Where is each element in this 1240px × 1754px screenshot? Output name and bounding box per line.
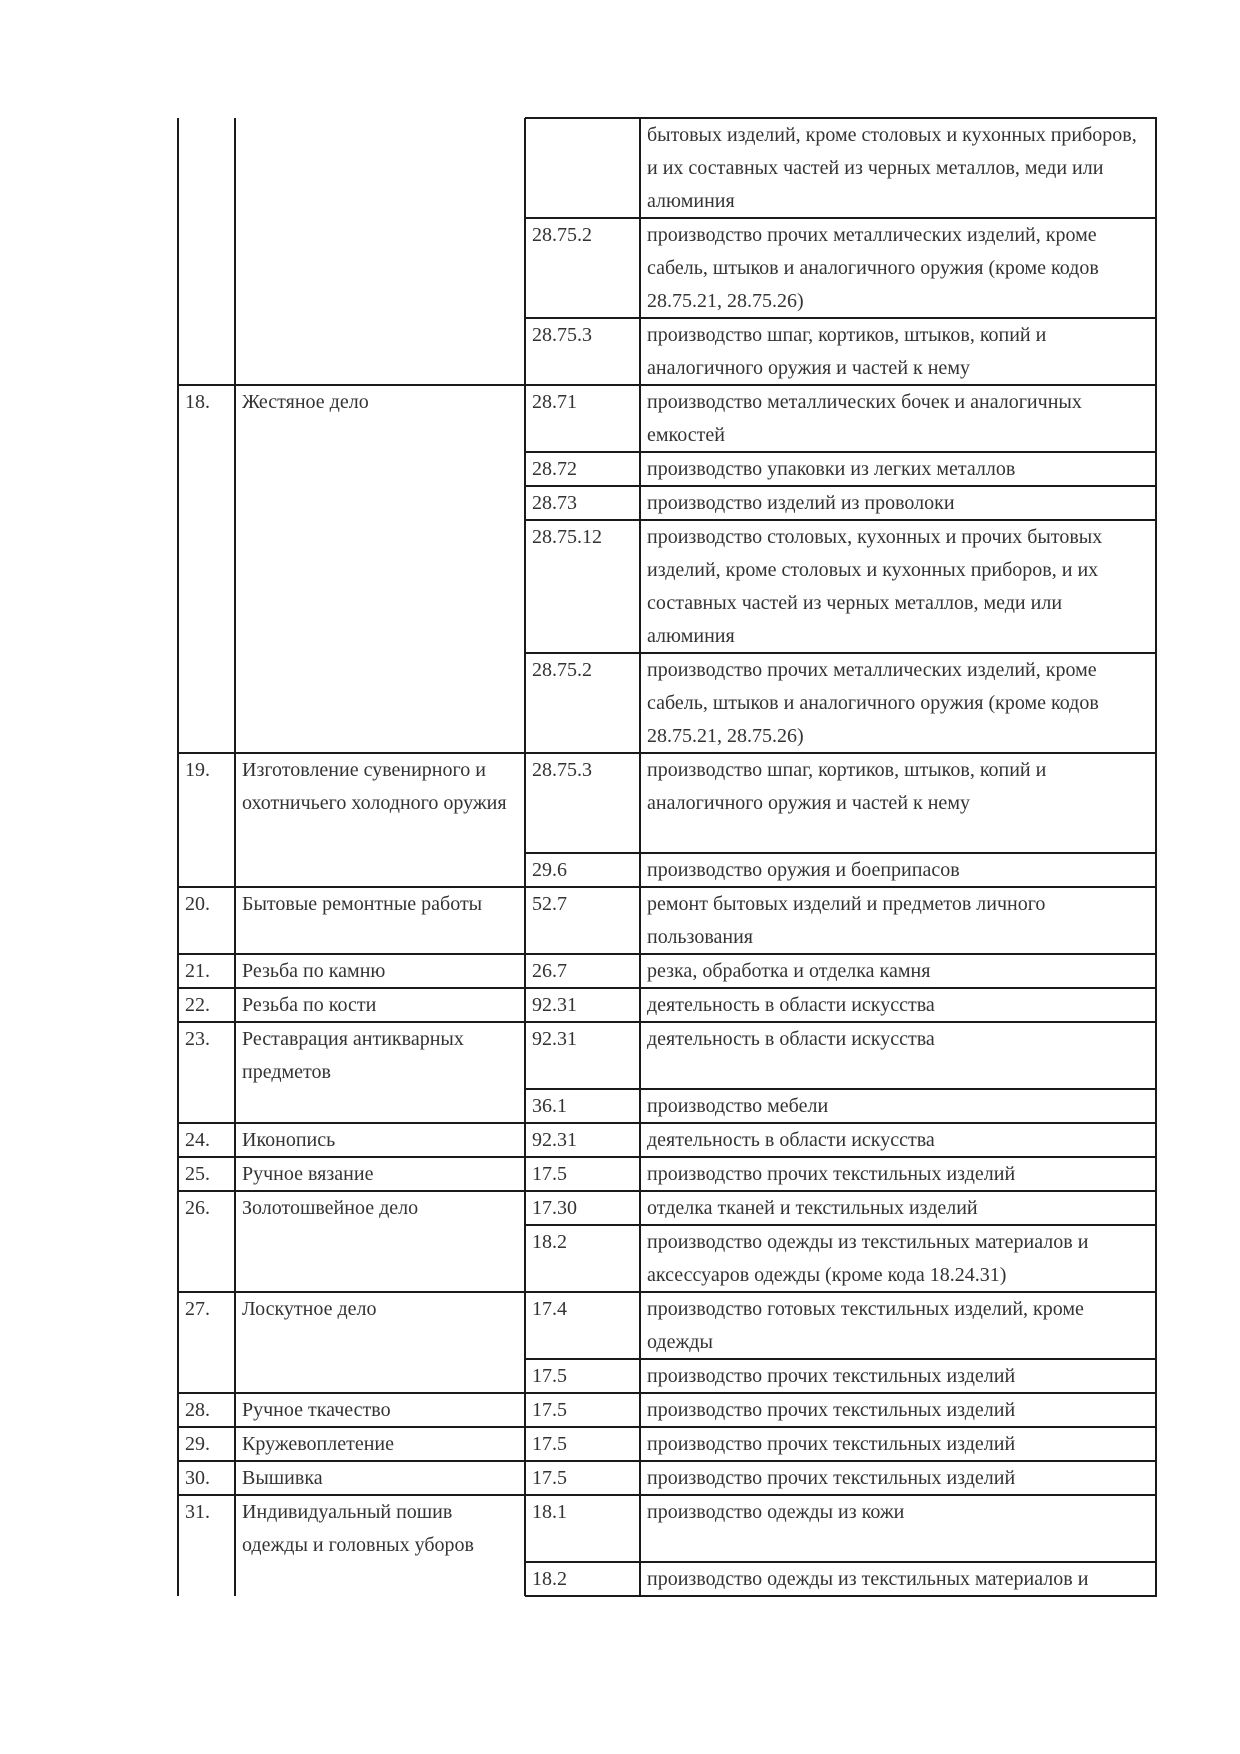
row-number: 30. (185, 1467, 210, 1489)
activity-description: производство изделий из проволоки (647, 492, 955, 514)
craft-name: Резьба по кости (242, 994, 377, 1016)
row-number (178, 118, 235, 119)
activity-description: производство столовых, кухонных и прочих бытовых изделий, кроме столовых и кухонных приборов, и их составных частей из черных металлов, меди или алюминия (647, 526, 1103, 647)
activity-code: 17.5 (532, 1399, 567, 1421)
row-number: 31. (185, 1501, 210, 1523)
activity-code (525, 118, 640, 119)
activity-code: 17.5 (532, 1467, 567, 1489)
activity-code: 17.5 (532, 1433, 567, 1455)
activity-description: производство упаковки из легких металлов (647, 458, 1016, 480)
craft-name: Жестяное дело (242, 391, 369, 413)
activity-code: 28.75.2 (532, 224, 592, 246)
row-number: 22. (185, 994, 210, 1016)
activity-description: производство прочих текстильных изделий (647, 1433, 1016, 1455)
craft-name: Бытовые ремонтные работы (242, 893, 483, 915)
activity-code: 17.5 (532, 1163, 567, 1185)
craft-name: Кружевоплетение (242, 1433, 395, 1455)
row-number: 19. (185, 759, 210, 781)
activity-description: производство прочих текстильных изделий (647, 1467, 1016, 1489)
activity-description: производство прочих металлических изделий, кроме сабель, штыков и аналогичного оружия (кроме кодов 28.75.21, 28.75.26) (647, 659, 1099, 747)
activity-description: ремонт бытовых изделий и предметов личного пользования (647, 893, 1046, 948)
activity-description: производство одежды из кожи (647, 1501, 905, 1523)
craft-name: Реставрация антикварных предметов (242, 1028, 464, 1083)
activity-description: отделка тканей и текстильных изделий (647, 1197, 978, 1219)
activity-code: 28.73 (532, 492, 577, 514)
craft-name: Ручное вязание (242, 1163, 374, 1185)
activity-description: производство шпаг, кортиков, штыков, копий и аналогичного оружия и частей к нему (647, 324, 1047, 379)
table-bottom-rule (525, 1595, 1157, 1597)
activity-code: 17.5 (532, 1365, 567, 1387)
craft-name: Лоскутное дело (242, 1298, 377, 1320)
column-rule-number (234, 118, 236, 1596)
row-number: 25. (185, 1163, 210, 1185)
activity-code: 18.1 (532, 1501, 567, 1523)
row-number: 24. (185, 1129, 210, 1151)
activity-description: деятельность в области искусства (647, 1129, 935, 1151)
row-number: 20. (185, 893, 210, 915)
activity-description: деятельность в области искусства (647, 1028, 935, 1050)
activity-description: производство шпаг, кортиков, штыков, копий и аналогичного оружия и частей к нему (647, 759, 1047, 814)
activity-description: деятельность в области искусства (647, 994, 935, 1016)
craft-name: Иконопись (242, 1129, 336, 1151)
activity-description: производство металлических бочек и аналогичных емкостей (647, 391, 1082, 446)
activity-code: 36.1 (532, 1095, 567, 1117)
activity-description: производство одежды из текстильных материалов и аксессуаров одежды (кроме кода 18.24.31) (647, 1231, 1089, 1286)
activity-description: производство мебели (647, 1095, 829, 1117)
activity-code: 92.31 (532, 1129, 577, 1151)
craft-name (235, 118, 525, 119)
activity-code: 18.2 (532, 1231, 567, 1253)
table-border-left (177, 118, 179, 1596)
craft-name: Резьба по камню (242, 960, 386, 982)
craft-name: Индивидуальный пошив одежды и головных уборов (242, 1501, 474, 1556)
craft-activity-table (178, 118, 1158, 1615)
row-number: 21. (185, 960, 210, 982)
activity-description: производство прочих текстильных изделий (647, 1399, 1016, 1421)
row-number: 29. (185, 1433, 210, 1455)
activity-code: 26.7 (532, 960, 567, 982)
row-number: 18. (185, 391, 210, 413)
row-number: 28. (185, 1399, 210, 1421)
craft-name: Изготовление сувенирного и охотничьего холодного оружия (242, 759, 507, 814)
activity-code: 28.71 (532, 391, 577, 413)
row-number: 23. (185, 1028, 210, 1050)
activity-description: резка, обработка и отделка камня (647, 960, 931, 982)
activity-code: 28.75.2 (532, 659, 592, 681)
activity-description: производство прочих текстильных изделий (647, 1163, 1016, 1185)
row-number: 26. (185, 1197, 210, 1219)
craft-name: Вышивка (242, 1467, 323, 1489)
activity-description: производство оружия и боеприпасов (647, 859, 960, 881)
activity-code: 28.75.3 (532, 324, 592, 346)
activity-code: 18.2 (532, 1568, 567, 1590)
activity-code: 28.75.3 (532, 759, 592, 781)
activity-code: 28.72 (532, 458, 577, 480)
activity-code: 17.30 (532, 1197, 577, 1219)
activity-description: бытовых изделий, кроме столовых и кухонных приборов, и их составных частей из черных металлов, меди или алюминия (647, 124, 1137, 212)
activity-code: 52.7 (532, 893, 567, 915)
row-number: 27. (185, 1298, 210, 1320)
activity-description: производство прочих текстильных изделий (647, 1365, 1016, 1387)
activity-description: производство прочих металлических изделий, кроме сабель, штыков и аналогичного оружия (кроме кодов 28.75.21, 28.75.26) (647, 224, 1099, 312)
craft-name: Золотошвейное дело (242, 1197, 419, 1219)
craft-name: Ручное ткачество (242, 1399, 391, 1421)
activity-description: производство готовых текстильных изделий, кроме одежды (647, 1298, 1084, 1353)
activity-code: 28.75.12 (532, 526, 602, 548)
activity-code: 29.6 (532, 859, 567, 881)
activity-code: 92.31 (532, 994, 577, 1016)
activity-code: 17.4 (532, 1298, 567, 1320)
activity-description: производство одежды из текстильных материалов и (647, 1568, 1089, 1590)
activity-code: 92.31 (532, 1028, 577, 1050)
